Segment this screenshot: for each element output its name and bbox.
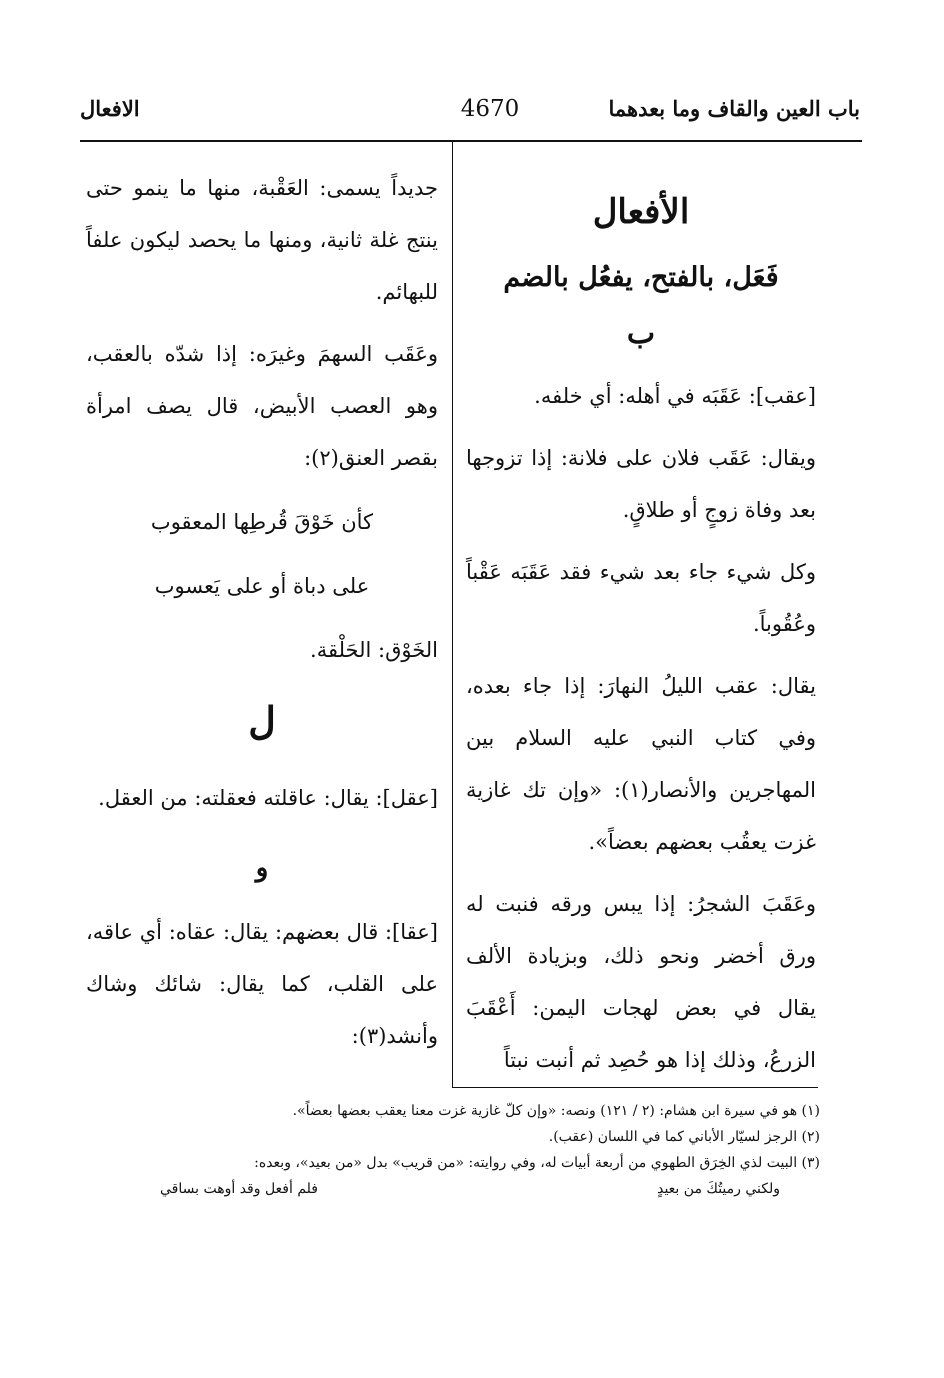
verse-line: على دباة أو على يَعسوب [154, 574, 370, 598]
page-number: 4670 [460, 96, 520, 122]
footnote-verse [120, 1176, 820, 1202]
entry-paragraph: [عقب]: عَقَبَه في أهله: أي خلفه. [534, 384, 816, 408]
entry-paragraph: [عقل]: يقال: عاقلته فعقلته: من العقل. [98, 786, 438, 810]
chapter-heading: باب العين والقاف وما بعدهما [608, 96, 860, 121]
footnotes [120, 1098, 820, 1202]
verse-hemistich: ولكني رميتُكَ من بعيدٍ [657, 1181, 780, 1197]
footnote: (١) هو في سيرة ابن هشام: (٢ / ١٢١) ونصه: «وإن كلّ غازية غزت معنا يعقب بعضها بعضاً». [292, 1103, 820, 1119]
column-divider [452, 142, 453, 1087]
left-column [86, 162, 438, 1072]
header-rule [80, 140, 862, 142]
entry-paragraph: وكل شيء جاء بعد شيء فقد عَقَبَه عَقْباً وعُقُوباً. [466, 560, 816, 636]
entry-paragraph: [عقا]: قال بعضهم: يقال: عقاه: أي عاقه، على القلب، كما يقال: شائك وشاك وأنشد(٣): [86, 920, 438, 1048]
letter-heading-ba: ب [626, 316, 656, 351]
letter-heading-waw: و [255, 853, 269, 883]
right-column [466, 162, 816, 1096]
section-heading: الافعال [80, 96, 140, 121]
footnote: (٢) الرجز لسيّار الأباني كما في اللسان (عقب). [548, 1129, 820, 1145]
verse-hemistich: فلم أفعل وقد أوهت بساقي [160, 1181, 318, 1197]
form-title: فَعَل، بالفتح، يفعُل بالضم [503, 262, 779, 293]
entry-paragraph: يقال: عقب الليلُ النهارَ: إذا جاء بعده، وفي كتاب النبي عليه السلام بين المهاجرين والأنصار(١): «وإن تك غازية غزت يعقُب بعضهم بعضاً». [466, 674, 816, 854]
entry-paragraph: وعَقَبَ الشجرُ: إذا يبس ورقه فنبت له ورق أخضر ونحو ذلك، وبزيادة الألف يقال في بعض لهجات اليمن: أَعْقَبَ الزرعُ، وذلك إذا هو حُصِد ثم أنبت نبتاً [466, 892, 816, 1072]
running-head [80, 96, 860, 136]
entry-paragraph: ويقال: عَقَب فلان على فلانة: إذا تزوجها بعد وفاة زوجٍ أو طلاقٍ. [466, 446, 816, 522]
letter-heading-lam: ل [248, 698, 276, 743]
section-title: الأفعال [592, 192, 690, 232]
footnote-rule [452, 1087, 818, 1088]
verse-line: كأن خَوْقَ قُرطِها المعقوب [150, 510, 374, 534]
gloss-line: الخَوْق: الحَلْقة. [310, 638, 438, 662]
entry-paragraph: جديداً يسمى: العَقْبة، منها ما ينمو حتى ينتج غلة ثانية، ومنها ما يحصد ليكون علفاً للبهائم. [86, 176, 438, 304]
footnote: (٣) البيت لذي الخِرَق الطهوي من أربعة أبيات له، وفي روايته: «من قريب» بدل «من بعيد»، وبعده: [254, 1155, 820, 1171]
entry-paragraph: وعَقَب السهمَ وغيرَه: إذا شدّه بالعقب، وهو العصب الأبيض، قال يصف امرأة بقصر العنق(٢): [86, 342, 438, 470]
